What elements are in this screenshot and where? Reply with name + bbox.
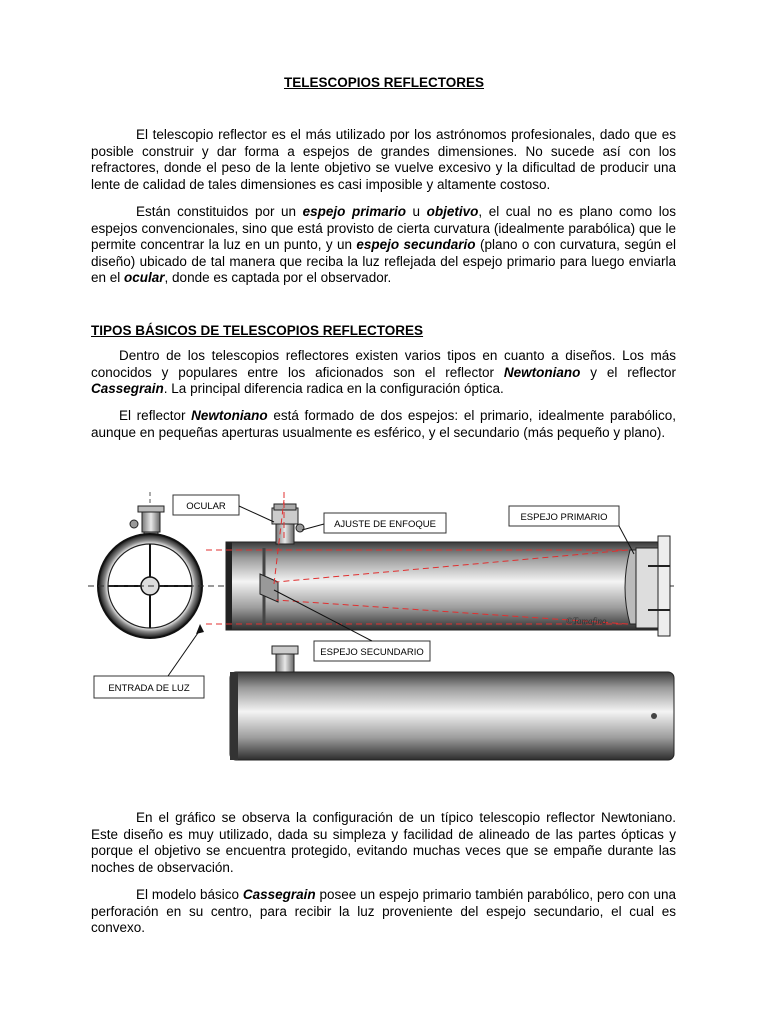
- term-espejo-secundario: espejo secundario: [356, 237, 476, 253]
- eyepiece-closed: [272, 646, 298, 654]
- focuser-closed: [276, 654, 294, 672]
- text-run: y el reflector: [580, 364, 676, 380]
- term-cassegrain: Cassegrain: [242, 887, 316, 902]
- label-text: ESPEJO SECUNDARIO: [320, 647, 424, 658]
- paragraph-types: [91, 348, 676, 398]
- eyepiece-top: [274, 504, 296, 510]
- term-newtoniano: Newtoniano: [503, 364, 581, 380]
- section-heading: TIPOS BÁSICOS DE TELESCOPIOS REFLECTORES: [91, 323, 424, 338]
- paragraph-figure-description: [91, 810, 676, 876]
- paragraph-components: [91, 204, 676, 287]
- paragraph-intro-text: El telescopio reflector es el más utilizado por los astrónomos profesionales, dado que es posible construir y dar forma a espejos de grandes dimensiones. No sucede así con los refractores, donde el peso de la lente objetivo se vuelve excesivo y la dificultad de producir una lente de calidad de tales dimensiones es casi imposible y altamente costoso.: [91, 127, 676, 192]
- text-run: Dentro de los telescopios reflectores existen varios tipos en cuanto a diseños. Los más conocidos y populares entre los aficionados son el reflector: [91, 348, 676, 380]
- leader-line: [302, 524, 324, 530]
- tube-closed-front: [230, 672, 238, 760]
- tube-closed-body: [230, 672, 674, 760]
- watermark: ©Tamafino: [566, 616, 607, 626]
- tube-closed-screw: [651, 713, 657, 719]
- paragraph-intro: [91, 127, 676, 193]
- focus-knob-side: [296, 524, 304, 532]
- label-ajuste-enfoque: [302, 513, 446, 533]
- term-ocular: ocular: [124, 270, 165, 286]
- text-run: . La principal diferencia radica en la configuración óptica.: [163, 381, 504, 397]
- text-run: está formado de dos espejos: el primario, idealmente parabólico, aunque en pequeñas aperturas usualmente es esférico, y el secundario (más pequeño y plano).: [91, 408, 676, 440]
- text-run: posee un espejo primario también parabólico, pero con una perforación en su centro, para recibir la luz proveniente del espejo secundario, el cual es convexo.: [91, 887, 677, 936]
- text-run: (plano o con curvatura, según el diseño) ubicado de tal manera que reciba la luz reflejada del espejo primario para luego enviarla en el: [91, 237, 676, 286]
- text-run: El modelo básico: [136, 887, 243, 902]
- label-ocular: [173, 495, 274, 522]
- paragraph-newtonian: [91, 408, 676, 441]
- tube-back-cap: [658, 536, 670, 636]
- eyepiece-cap: [138, 506, 164, 512]
- label-text: ESPEJO PRIMARIO: [520, 512, 608, 523]
- text-run: , el cual no es plano como los espejos convencionales, sino que está provisto de cierta curvatura (idealmente parabólica) que le permite concentrar la luz en un punto, y un: [91, 204, 676, 253]
- paragraph-figure-text: En el gráfico se observa la configuración de un típico telescopio reflector Newtoniano. Este diseño es muy utilizado, dada su simpleza y facilidad de alineado de las partes ópticas y porque el objetivo se encuentra protegido, evitando muchas veces que se empañe durante las noches de observación.: [91, 810, 676, 875]
- term-cassegrain: Cassegrain: [91, 381, 164, 397]
- term-newtoniano: Newtoniano: [191, 408, 268, 423]
- paragraph-cassegrain: [91, 887, 676, 937]
- focus-knob: [130, 520, 138, 528]
- tube-closed-view: [230, 646, 674, 760]
- text-run: El reflector: [119, 408, 192, 423]
- tube-front-rim: [226, 542, 232, 630]
- leader-line: [168, 630, 200, 676]
- page-title: TELESCOPIOS REFLECTORES: [283, 75, 485, 90]
- label-text: ENTRADA DE LUZ: [108, 683, 190, 694]
- term-objetivo: objetivo: [426, 204, 479, 219]
- arrow-head: [196, 624, 204, 634]
- leader-line: [239, 506, 274, 522]
- eyepiece-end: [142, 510, 160, 532]
- term-espejo-primario: espejo primario: [302, 204, 406, 219]
- telescope-diagram: [88, 478, 678, 788]
- text-run: , donde es captada por el observador.: [164, 270, 392, 286]
- label-text: AJUSTE DE ENFOQUE: [334, 519, 436, 530]
- label-text: OCULAR: [186, 501, 226, 512]
- text-run: u: [405, 204, 427, 219]
- primary-mirror-cell: [636, 548, 658, 628]
- text-run: Están constituidos por un: [136, 204, 303, 219]
